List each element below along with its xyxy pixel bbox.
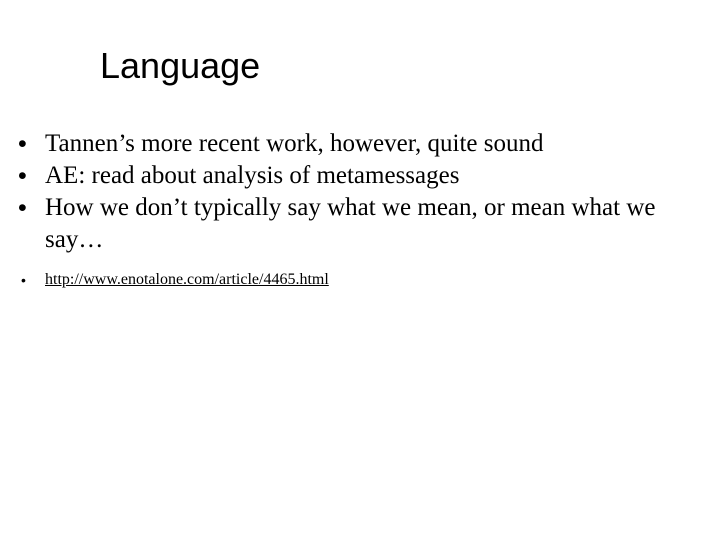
bullet-marker: •: [18, 162, 27, 190]
bullet-list: [0, 128, 720, 290]
bullet-text: AE: read about analysis of metamessages: [45, 162, 460, 189]
bullet-marker: •: [21, 272, 26, 288]
bullet-item: [0, 192, 720, 256]
bullet-item: [0, 160, 720, 192]
bullet-item-link: [0, 270, 720, 290]
bullet-item: [0, 128, 720, 160]
bullet-text: How we don’t typically say what we mean, or mean what we say…: [45, 194, 656, 253]
bullet-text: Tannen’s more recent work, however, quite sound: [45, 130, 544, 157]
article-link[interactable]: http://www.enotalone.com/article/4465.html: [45, 271, 329, 288]
slide-title: Language: [100, 45, 261, 86]
bullet-marker: •: [18, 130, 27, 158]
bullet-marker: •: [18, 194, 27, 222]
